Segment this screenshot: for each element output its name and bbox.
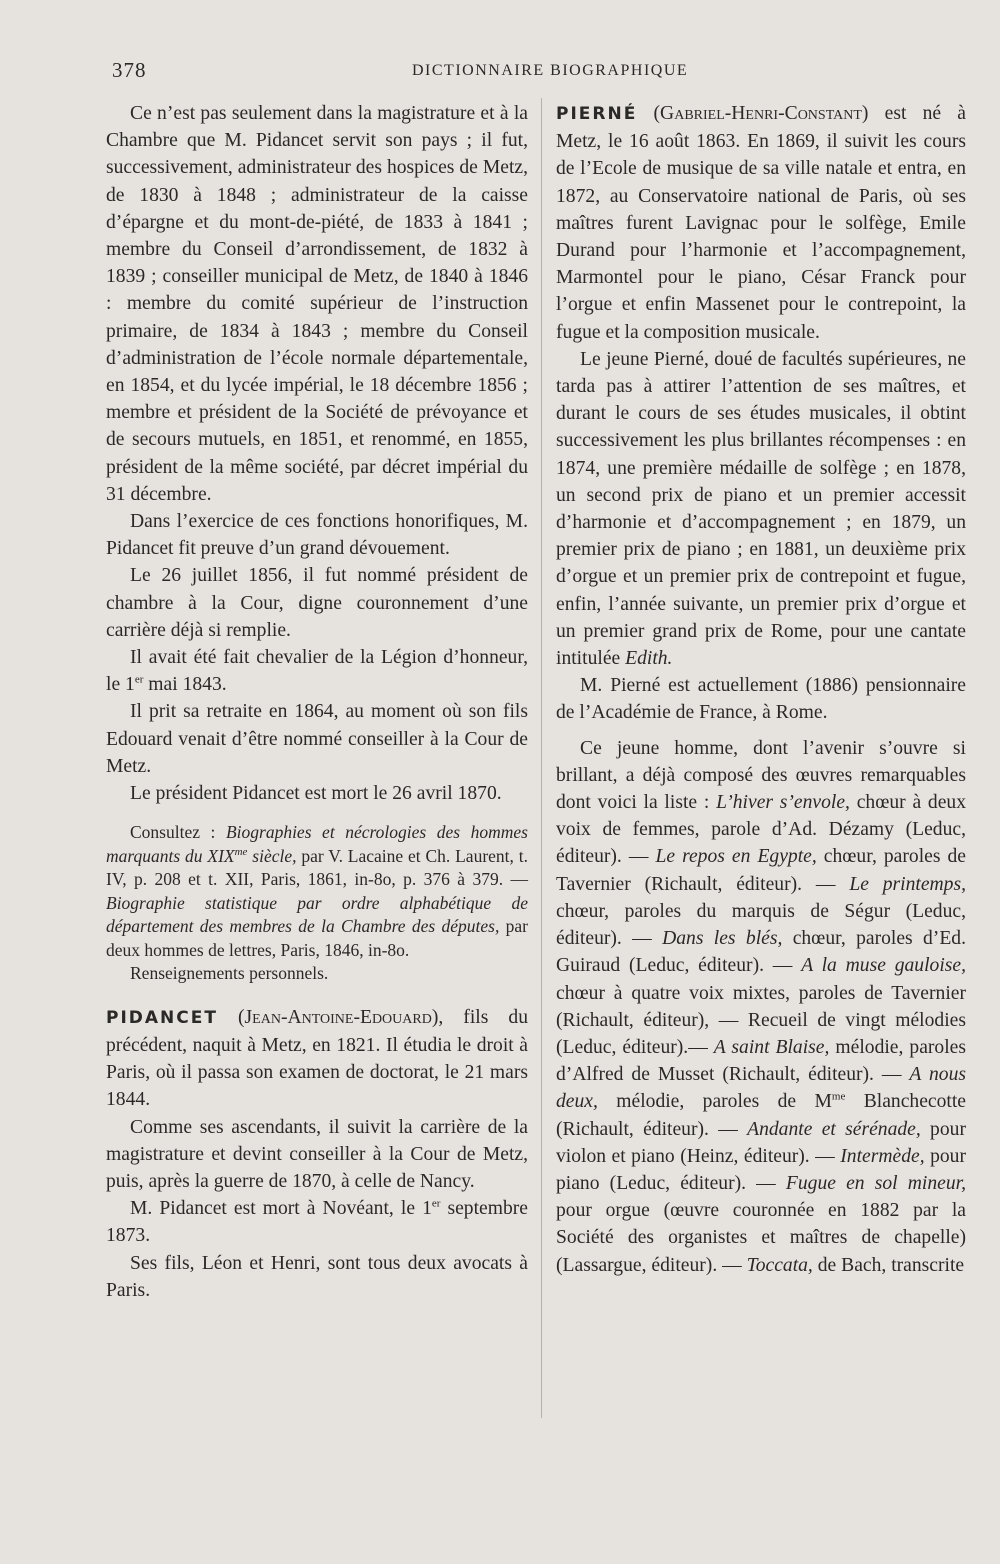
paragraph: Il avait été fait chevalier de la Légion d’honneur, le 1er mai 1843. [106,647,528,696]
right-column [556,100,966,1279]
paragraph: M. Pidancet est mort à Novéant, le 1er septembre 1873. [106,1197,528,1247]
paragraph: Ce n’est pas seulement dans la magistrature et à la Chambre que M. Pidancet servit son pays ; il fut, successivement, administrateur des hospices de Metz, de 1830 à 1848 ; administrateur de la caisse d’épargne et du mont-de-piété, de 1833 à 1841 ; membre du Conseil d’arrondissement, de 1832 à 1839 ; conseiller municipal de Metz, de 1840 à 1846 : membre du comité supérieur de l’instruction primaire, de 1834 à 1843 ; membre du Conseil d’administration de l’école normale départementale, en 1854, et du lycée impérial, le 18 décembre 1856 ; membre et président de la Société de prévoyance et de secours mutuels, en 1851, et renommé, en 1855, président de la même société, par décret impérial du 31 décembre. [106,103,528,505]
bibliography-note: Renseignements personnels. [130,963,329,984]
works-list: Ce jeune homme, dont l’avenir s’ouvre si brillant, a déjà composé des œuvres remarquables dont voici la liste : L’hiver s’envole, chœur à deux voix de femmes, parole d’Ad. Dézamy (Leduc, éditeur). — Le repos en Egypte, chœur, paroles de Tavernier (Richault, éditeur). — Le printemps, chœur, paroles du marquis de Ségur (Leduc, éditeur). — Dans les blés, chœur, paroles d’Ed. Guiraud (Leduc, éditeur). — A la muse gauloise, chœur à quatre voix mixtes, paroles de Tavernier (Richault, éditeur), — Recueil de vingt mélodies (Leduc, éditeur).— A saint Blaise, mélodie, paroles d’Alfred de Musset (Richault, éditeur). — A nous deux, mélodie, paroles de $M^{me}$ Blanchecotte (Richault, éditeur). — Andante et sérénade, pour violon et piano (Heinz, éditeur). — Intermède, pour piano (Leduc, éditeur). — Fugue en sol mineur, pour orgue (œuvre couronnée en 1882 par la Société des organistes et maîtres de chapelle) (Lassargue, éditeur). — Toccata, de Bach, transcrite [556,737,967,1276]
paragraph: Le président Pidancet est mort le 26 avril 1870. [130,783,502,805]
running-title: DICTIONNAIRE BIOGRAPHIQUE [412,62,689,79]
bibliography-note: Consultez : Biographies et nécrologies des hommes marquants du $XIX^{me}$ siècle, par V. Lacaine et Ch. Laurent, t. IV, p. 208 et t. XII, Paris, 1861, in-8o, p. 376 à 379. — Biographie statistique par ordre alphabétique de département des membres de la Chambre des députes, par deux hommes de lettres, Paris, 1846, in-8o. [106,822,528,960]
dictionary-entry-pidancet: PIDANCET (Jean-Antoine-Edouard), fils du précédent, naquit à Metz, en 1821. Il étudia le droit à Paris, où il passa son examen de doctorat, le 21 mars 1844. [106,1006,528,1111]
entry-headword: PIDANCET [106,1007,218,1028]
paragraph: Comme ses ascendants, il suivit la carrière de la magistrature et devint conseiller à la Cour de Metz, puis, après la guerre de 1870, à celle de Nancy. [106,1116,528,1192]
paragraph: Le jeune Pierné, doué de facultés supérieures, ne tarda pas à attirer l’attention de ses maîtres, et durant le cours de ses études musicales, il obtint successivement les plus brillantes récompenses : en 1874, une première médaille de solfège ; en 1878, un second prix de piano et un premier accessit d’harmonie et d’accompagnement ; en 1879, un premier prix de piano ; en 1881, un deuxième prix d’orgue et un premier prix de contrepoint et fugue, enfin, l’année suivante, un premier prix d’orgue et un premier grand prix de Rome, pour une cantate intitulée Edith. [556,348,966,670]
paragraph: M. Pierné est actuellement (1886) pensionnaire de l’Académie de France, à Rome. [556,675,966,724]
paragraph: Il prit sa retraite en 1864, au moment où son fils Edouard venait d’être nommé conseiller à la Cour de Metz. [106,701,528,777]
entry-headword: PIERNÉ [556,104,638,124]
paragraph: Le 26 juillet 1856, il fut nommé président de chambre à la Cour, digne couronnement d’une carrière déjà si remplie. [106,565,528,641]
dictionary-entry-pierne: PIERNÉ (Gabriel-Henri-Constant) est né à Metz, le 16 août 1863. En 1869, il suivit les cours de l’Ecole de musique de sa ville natale et entra, en 1872, au Conservatoire national de Paris, où ses maîtres furent Lavignac pour le solfège, Emile Durand pour l’harmonie et l’accompagnement, Marmontel pour le piano, César Franck pour l’orgue et enfin Massenet pour le contrepoint, la fugue et la composition musicale. [556,103,966,343]
paragraph: Ses fils, Léon et Henri, sont tous deux avocats à Paris. [106,1252,528,1301]
column-divider [541,98,542,1418]
left-column [106,100,528,1304]
page-number: 378 [112,58,147,82]
paragraph: Dans l’exercice de ces fonctions honorifiques, M. Pidancet fit preuve d’un grand dévouement. [106,511,528,560]
